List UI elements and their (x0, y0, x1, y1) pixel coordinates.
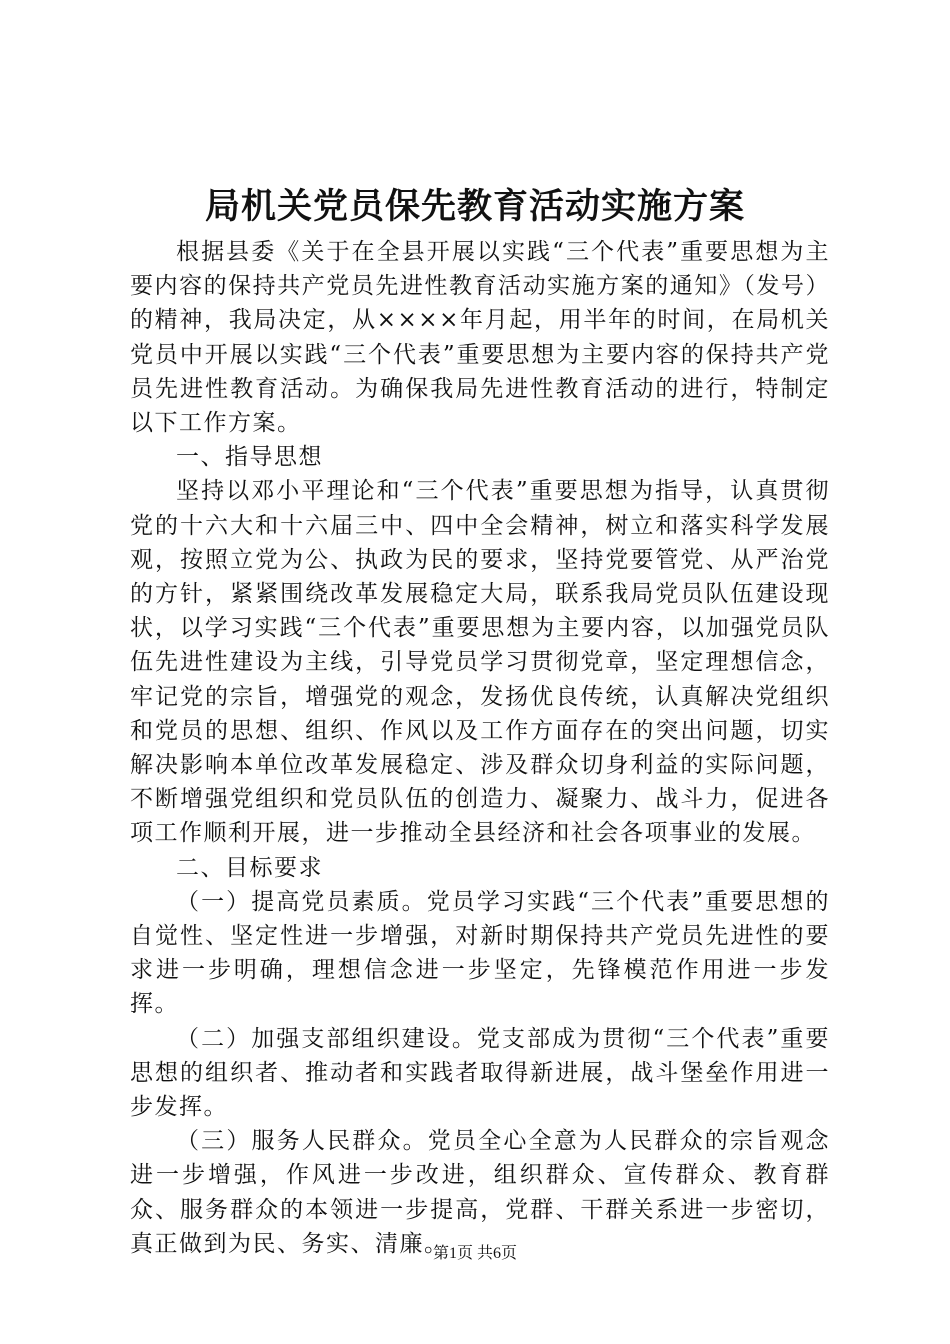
page-number-footer: 第1页 共6页 (432, 1245, 517, 1262)
section-heading-goals: 二、目标要求 (176, 854, 323, 881)
guiding-thought-paragraph: 坚持以邓小平理论和“三个代表”重要思想为指导，认真贯彻党的十六大和十六届三中、四中全会精神，树立和落实科学发展观，按照立党为公、执政为民的要求，坚持党要管党、从严治党的方针，紧紧围绕改革发展稳定大局，联系我局党员队伍建设现状，以学习实践“三个代表”重要思想为主要内容，以加强党员队伍先进性建设为主线，引导党员学习贯彻党章，坚定理想信念，牢记党的宗旨，增强党的观念，发扬优良传统，认真解决党组织和党员的思想、组织、作风以及工作方面存在的突出问题，切实解决影响本单位改革发展稳定、涉及群众切身利益的实际问题，不断增强党组织和党员队伍的创造力、凝聚力、战斗力，促进各项工作顺利开展，进一步推动全县经济和社会各项事业的发展。 (130, 478, 830, 847)
document-title: 局机关党员保先教育活动实施方案 (204, 186, 745, 227)
goal-item-3: （三）服务人民群众。党员全心全意为人民群众的宗旨观念进一步增强，作风进一步改进，组织群众、宣传群众、教育群众、服务群众的本领进一步提高，党群、干群关系进一步密切，真正做到为民、务实、清廉。 (130, 1128, 830, 1257)
goal-item-2: （二）加强支部组织建设。党支部成为贯彻“三个代表”重要思想的组织者、推动者和实践者取得新进展，战斗堡垒作用进一步发挥。 (130, 1025, 830, 1121)
intro-paragraph: 根据县委《关于在全县开展以实践“三个代表”重要思想为主要内容的保持共产党员先进性教育活动实施方案的通知》（发号）的精神，我局决定，从××××年月起，用半年的时间，在局机关党员中开展以实践“三个代表”重要思想为主要内容的保持共产党员先进性教育活动。为确保我局先进性教育活动的进行，特制定以下工作方案。 (130, 239, 830, 437)
document-body (130, 235, 830, 1261)
section-heading-guiding-thought: 一、指导思想 (176, 444, 323, 471)
goal-item-1: （一）提高党员素质。党员学习实践“三个代表”重要思想的自觉性、坚定性进一步增强，对新时期保持共产党员先进性的要求进一步明确，理想信念进一步坚定，先锋模范作用进一步发挥。 (130, 888, 830, 1018)
